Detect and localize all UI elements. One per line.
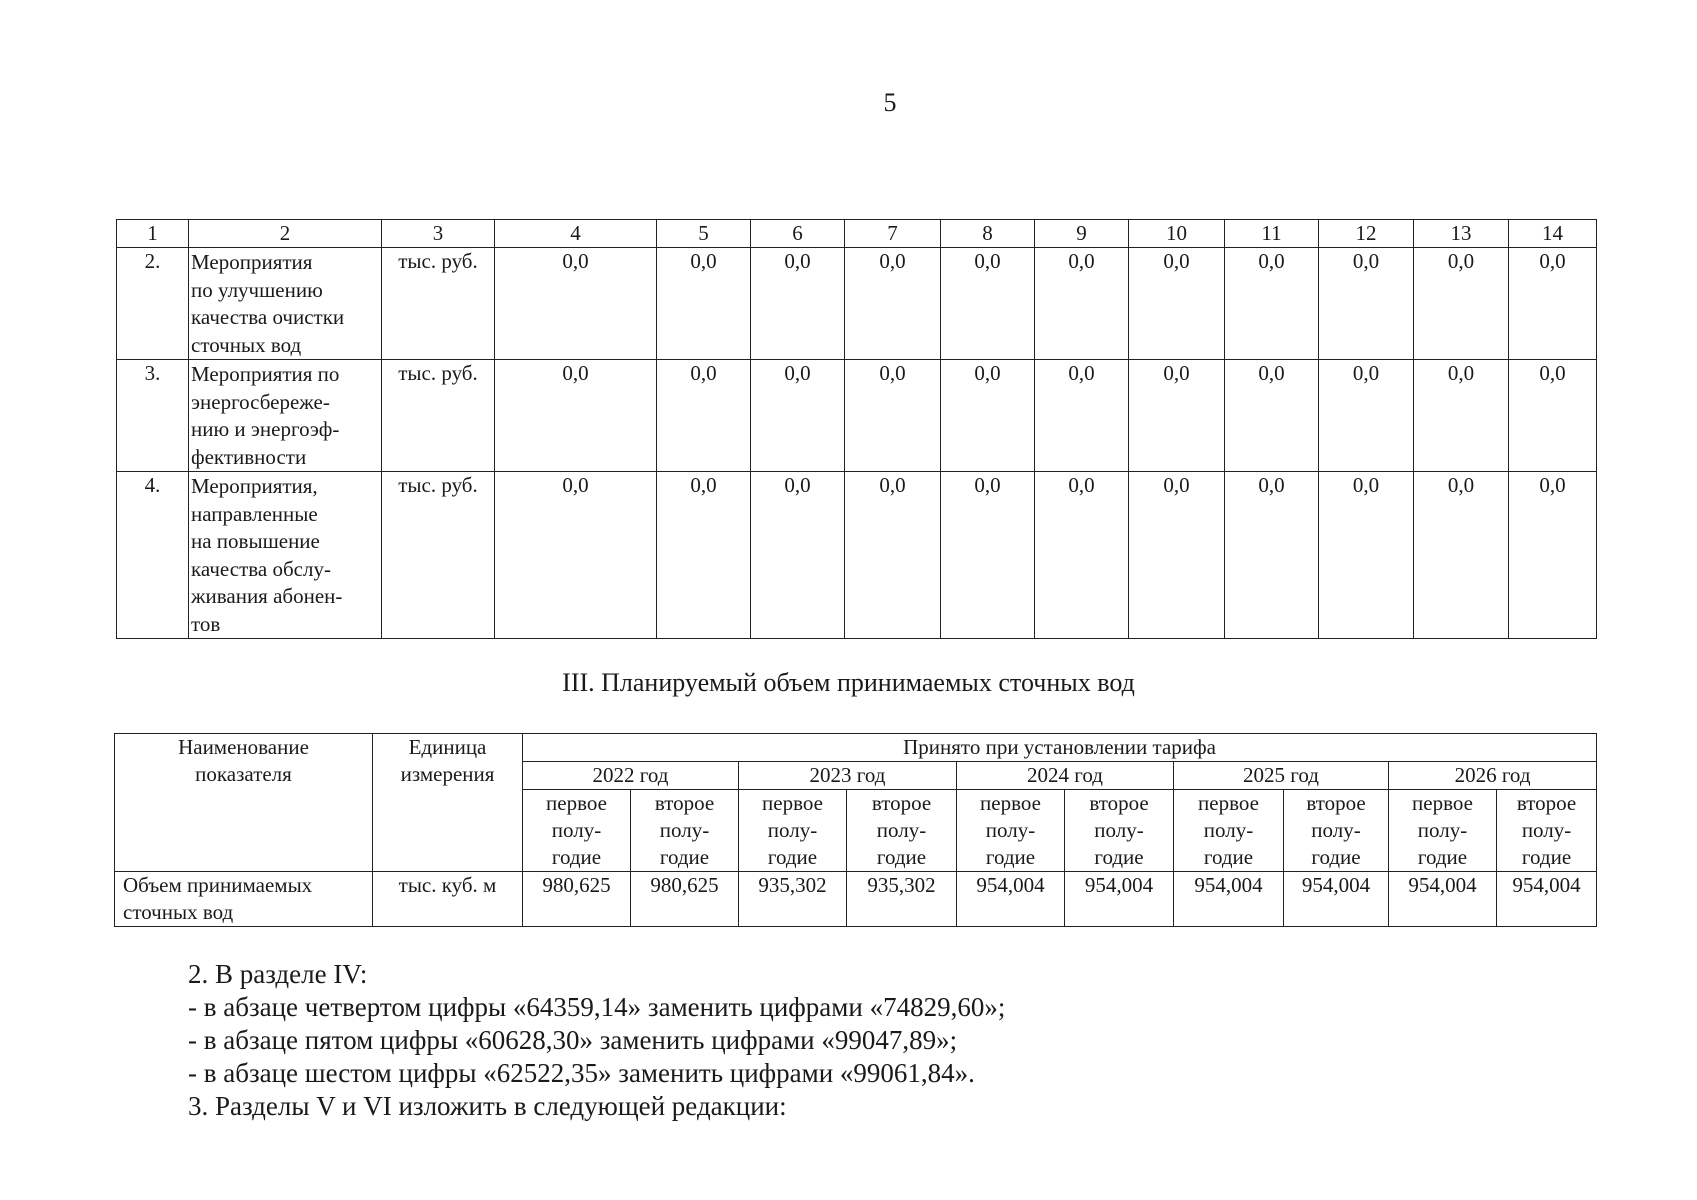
half-year-header: второе полу- годие bbox=[1284, 790, 1389, 872]
header-cell: 13 bbox=[1414, 220, 1509, 248]
value-cell: 0,0 bbox=[657, 472, 751, 639]
value-cell: 0,0 bbox=[495, 360, 657, 472]
amendment-text bbox=[188, 958, 1005, 1123]
value-cell: 935,302 bbox=[847, 872, 957, 927]
value-cell: 0,0 bbox=[1509, 360, 1597, 472]
value-cell: 0,0 bbox=[1414, 360, 1509, 472]
name-line: качества очистки bbox=[191, 305, 345, 329]
tariff-group-header: Принято при установлении тарифа bbox=[523, 734, 1597, 762]
value-cell: 954,004 bbox=[1284, 872, 1389, 927]
header-cell: 9 bbox=[1035, 220, 1129, 248]
value-cell: 0,0 bbox=[751, 472, 845, 639]
table-row bbox=[117, 248, 1597, 360]
value-cell: 0,0 bbox=[845, 248, 941, 360]
row-unit: тыс. руб. bbox=[382, 360, 495, 472]
header-cell: 14 bbox=[1509, 220, 1597, 248]
value-cell: 0,0 bbox=[1035, 248, 1129, 360]
value-cell: 0,0 bbox=[1319, 248, 1414, 360]
text-line: 3. Разделы V и VI изложить в следующей редакции: bbox=[188, 1091, 787, 1121]
table-header-row bbox=[115, 734, 1597, 762]
value-cell: 935,302 bbox=[739, 872, 847, 927]
header-cell: 4 bbox=[495, 220, 657, 248]
value-cell: 0,0 bbox=[1414, 248, 1509, 360]
name-line: тов bbox=[191, 611, 221, 636]
value-cell: 954,004 bbox=[1065, 872, 1174, 927]
unit-header bbox=[373, 734, 523, 872]
value-cell: 954,004 bbox=[1497, 872, 1597, 927]
name-line: фективности bbox=[191, 444, 307, 469]
half-year-header: первое полу- годие bbox=[523, 790, 631, 872]
name-line: сточных вод bbox=[123, 900, 234, 924]
header-cell: 3 bbox=[382, 220, 495, 248]
value-cell: 954,004 bbox=[1389, 872, 1497, 927]
header-cell: 10 bbox=[1129, 220, 1225, 248]
indicator-name-header bbox=[115, 734, 373, 872]
name-line: Мероприятия по bbox=[191, 362, 340, 386]
row-unit: тыс. руб. bbox=[382, 248, 495, 360]
name-line: живания абонен- bbox=[191, 584, 343, 608]
row-number: 3. bbox=[117, 360, 189, 472]
value-cell: 0,0 bbox=[1319, 360, 1414, 472]
name-line: Мероприятия, bbox=[191, 474, 318, 498]
page-number: 5 bbox=[883, 88, 897, 117]
name-line: энергосбереже- bbox=[191, 389, 330, 414]
half-year-header: второе полу- годие bbox=[631, 790, 739, 872]
table-header-row bbox=[117, 220, 1597, 248]
name-line: Объем принимаемых bbox=[123, 873, 313, 897]
value-cell: 980,625 bbox=[523, 872, 631, 927]
table-row bbox=[117, 472, 1597, 639]
value-cell: 954,004 bbox=[957, 872, 1065, 927]
name-line: Мероприятия bbox=[191, 250, 313, 274]
year-header: 2022 год bbox=[523, 762, 739, 790]
value-cell: 0,0 bbox=[845, 472, 941, 639]
value-cell: 0,0 bbox=[751, 360, 845, 472]
value-cell: 0,0 bbox=[1129, 472, 1225, 639]
half-year-header: первое полу- годие bbox=[1389, 790, 1497, 872]
row-name bbox=[189, 248, 382, 360]
header-cell: 5 bbox=[657, 220, 751, 248]
year-header: 2024 год bbox=[957, 762, 1174, 790]
value-cell: 0,0 bbox=[1509, 472, 1597, 639]
value-cell: 0,0 bbox=[845, 360, 941, 472]
value-cell: 980,625 bbox=[631, 872, 739, 927]
text-line: - в абзаце пятом цифры «60628,30» заменить цифрами «99047,89»; bbox=[188, 1025, 958, 1055]
year-header: 2025 год bbox=[1174, 762, 1389, 790]
wastewater-volume-table bbox=[114, 733, 1597, 927]
name-line: качества обслу- bbox=[191, 556, 331, 581]
value-cell: 0,0 bbox=[1035, 472, 1129, 639]
value-cell: 0,0 bbox=[941, 248, 1035, 360]
table-row bbox=[117, 360, 1597, 472]
half-year-header: второе полу- годие bbox=[1065, 790, 1174, 872]
value-cell: 0,0 bbox=[1225, 248, 1319, 360]
header-cell: 12 bbox=[1319, 220, 1414, 248]
header-line: показателя bbox=[195, 762, 292, 786]
header-cell: 8 bbox=[941, 220, 1035, 248]
value-cell: 0,0 bbox=[1225, 360, 1319, 472]
text-line: - в абзаце шестом цифры «62522,35» заменить цифрами «99061,84». bbox=[188, 1058, 975, 1088]
value-cell: 0,0 bbox=[1225, 472, 1319, 639]
header-cell: 2 bbox=[189, 220, 382, 248]
header-cell: 1 bbox=[117, 220, 189, 248]
value-cell: 0,0 bbox=[1509, 248, 1597, 360]
name-line: направленные bbox=[191, 501, 318, 526]
row-name bbox=[189, 360, 382, 472]
value-cell: 0,0 bbox=[657, 248, 751, 360]
header-line: измерения bbox=[400, 762, 495, 786]
value-cell: 0,0 bbox=[495, 472, 657, 639]
value-cell: 954,004 bbox=[1174, 872, 1284, 927]
value-cell: 0,0 bbox=[941, 360, 1035, 472]
half-year-header: первое полу- годие bbox=[739, 790, 847, 872]
value-cell: 0,0 bbox=[1129, 360, 1225, 472]
value-cell: 0,0 bbox=[1035, 360, 1129, 472]
row-name bbox=[115, 872, 373, 927]
value-cell: 0,0 bbox=[1319, 472, 1414, 639]
name-line: сточных вод bbox=[191, 332, 302, 357]
row-number: 4. bbox=[117, 472, 189, 639]
value-cell: 0,0 bbox=[1414, 472, 1509, 639]
name-line: по улучшению bbox=[191, 277, 323, 302]
row-number: 2. bbox=[117, 248, 189, 360]
table-row bbox=[115, 872, 1597, 927]
half-year-header: первое полу- годие bbox=[1174, 790, 1284, 872]
half-year-header: второе полу- годие bbox=[1497, 790, 1597, 872]
year-header: 2023 год bbox=[739, 762, 957, 790]
row-unit: тыс. куб. м bbox=[373, 872, 523, 927]
half-year-header: первое полу- годие bbox=[957, 790, 1065, 872]
value-cell: 0,0 bbox=[941, 472, 1035, 639]
value-cell: 0,0 bbox=[751, 248, 845, 360]
value-cell: 0,0 bbox=[1129, 248, 1225, 360]
measures-table bbox=[116, 219, 1597, 639]
header-cell: 6 bbox=[751, 220, 845, 248]
header-cell: 7 bbox=[845, 220, 941, 248]
header-cell: 11 bbox=[1225, 220, 1319, 248]
section-title: III. Планируемый объем принимаемых сточных вод bbox=[562, 668, 1135, 697]
header-line: Наименование bbox=[178, 735, 309, 759]
header-line: Единица bbox=[408, 735, 487, 759]
name-line: на повышение bbox=[191, 529, 320, 553]
row-unit: тыс. руб. bbox=[382, 472, 495, 639]
value-cell: 0,0 bbox=[495, 248, 657, 360]
row-name bbox=[189, 472, 382, 639]
half-year-header: второе полу- годие bbox=[847, 790, 957, 872]
text-line: - в абзаце четвертом цифры «64359,14» заменить цифрами «74829,60»; bbox=[188, 992, 1006, 1022]
year-header: 2026 год bbox=[1389, 762, 1597, 790]
name-line: нию и энергоэф- bbox=[191, 417, 340, 441]
text-line: 2. В разделе IV: bbox=[188, 959, 368, 989]
value-cell: 0,0 bbox=[657, 360, 751, 472]
